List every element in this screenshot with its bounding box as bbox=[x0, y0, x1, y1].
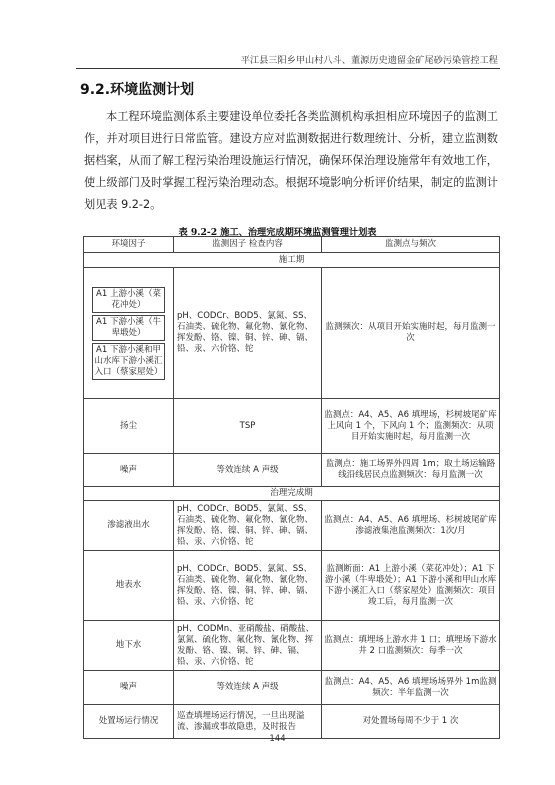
monitoring-points: 监测点：填埋场上游水井 1 口；填埋场下游水井 2 口监测频次：每季一次 bbox=[322, 621, 500, 671]
monitoring-items: pH、CODCr、BOD5、氯氮、SS、石油类、硫化物、氟化物、氰化物、挥发酚、铬、镍、铜、锌、砷、镉、铅、汞、六价铬、铊 bbox=[174, 501, 322, 551]
monitoring-points: 监测点：A4、A5、A6 填埋场场界外 1m监测频次：半年监测一次 bbox=[322, 671, 500, 705]
table-row bbox=[84, 399, 500, 454]
section-title: 9.2.环境监测计划 bbox=[80, 82, 195, 98]
monitoring-plan-table bbox=[83, 236, 500, 739]
water-sites-cell bbox=[84, 268, 174, 399]
table-row bbox=[84, 671, 500, 705]
site-label: A1 下游小溪（牛卑塅处） bbox=[92, 315, 165, 341]
page-number: 144 bbox=[269, 734, 286, 744]
factor-label: 噪声 bbox=[84, 671, 174, 705]
monitoring-points: 监测点：A4、A5、A6 填埋场、杉树坡尾矿库渗滤液集池监测频次：1次/月 bbox=[322, 501, 500, 551]
factor-label: 处置场运行情况 bbox=[84, 705, 174, 739]
monitoring-points: 监测点：施工场界外四周 1m；取土场运输路线沿线居民点监测频次：每月监测一次 bbox=[322, 454, 500, 487]
body-paragraph: 本工程环境监测体系主要建设单位委托各类监测机构承担相应环境因子的监测工作，并对项目进行日常监管。建设方应对监测数据进行数理统计、分析，建立监测数据档案，从而了解工程污染治理设施运行情况，确保环保治理设施常年有效地工作，使上级部门及时掌握工程污染治理动态。根据环境影响分析评价结果，制定的监测计划见表 9.2-2。 bbox=[84, 110, 498, 211]
table-row bbox=[84, 268, 500, 399]
table-caption: 表 9.2-2 施工、治理完成期环境监测管理计划表 bbox=[178, 227, 377, 238]
column-header: 监测点与频次 bbox=[322, 237, 500, 253]
header-rule bbox=[76, 68, 500, 69]
column-header: 环境因子 bbox=[84, 237, 174, 253]
site-label: A1 上游小溪（菜花冲处） bbox=[92, 287, 165, 313]
monitoring-points: 监测频次：从项目开始实施时起，每月监测一次 bbox=[322, 268, 500, 399]
factor-label: 渗滤液出水 bbox=[84, 501, 174, 551]
table-row bbox=[84, 551, 500, 621]
monitoring-items: TSP bbox=[174, 399, 322, 454]
running-header: 平江县三阳乡甲山村八斗、董源历史遗留金矿尾砂污染管控工程 bbox=[240, 55, 498, 66]
site-label: A1 下游小溪和甲山水库下游小溪汇入口（蔡家屋处） bbox=[92, 343, 165, 380]
table-header-row bbox=[84, 237, 500, 253]
column-header: 监测因子 检查内容 bbox=[174, 237, 322, 253]
table-row bbox=[84, 501, 500, 551]
monitoring-points: 监测点：A4、A5、A6 填埋场，杉树坡尾矿库上风向 1 个，下风向 1 个；监测频次：从项目开始实施时起，每月监测一次 bbox=[322, 399, 500, 454]
period-label: 施工期 bbox=[84, 253, 500, 268]
period-label: 治理完成期 bbox=[84, 487, 500, 501]
monitoring-items: pH、CODCr、BOD5、氯氮、SS、石油类、硫化物、氟化物、氰化物、挥发酚、铬、镍、铜、锌、砷、镉、铅、汞、六价铬、铊 bbox=[174, 551, 322, 621]
factor-label: 噪声 bbox=[84, 454, 174, 487]
monitoring-points: 监测断面：A1 上游小溪（菜花冲处）；A1 下游小溪（牛卑塅处）；A1 下游小溪和甲山水库下游小溪汇入口（蔡家屋处）监测频次：项目竣工后，每月监测一次 bbox=[322, 551, 500, 621]
period-row bbox=[84, 487, 500, 501]
table-row bbox=[84, 621, 500, 671]
monitoring-points: 对处置场每周不少于 1 次 bbox=[322, 705, 500, 739]
monitoring-items: 等效连续 A 声级 bbox=[174, 454, 322, 487]
factor-label: 地表水 bbox=[84, 551, 174, 621]
monitoring-items: pH、CODMn、亚硝酸盐、硝酸盐、氯氮、硫化物、氟化物、氰化物、挥发酚、铬、镍、铜、锌、砷、镉、铅、汞、六价铬、铊 bbox=[174, 621, 322, 671]
factor-label: 扬尘 bbox=[84, 399, 174, 454]
period-row bbox=[84, 253, 500, 268]
monitoring-items: pH、CODCr、BOD5、氯氮、SS、石油类、硫化物、氟化物、氰化物、挥发酚、铬、镍、铜、锌、砷、镉、铅、汞、六价铬、铊 bbox=[174, 268, 322, 399]
factor-label: 地下水 bbox=[84, 621, 174, 671]
monitoring-items: 等效连续 A 声级 bbox=[174, 671, 322, 705]
monitoring-items: 巡查填埋场运行情况，一旦出现溢流、渗漏或事故隐患，及时报告 bbox=[174, 705, 322, 739]
table-row bbox=[84, 454, 500, 487]
